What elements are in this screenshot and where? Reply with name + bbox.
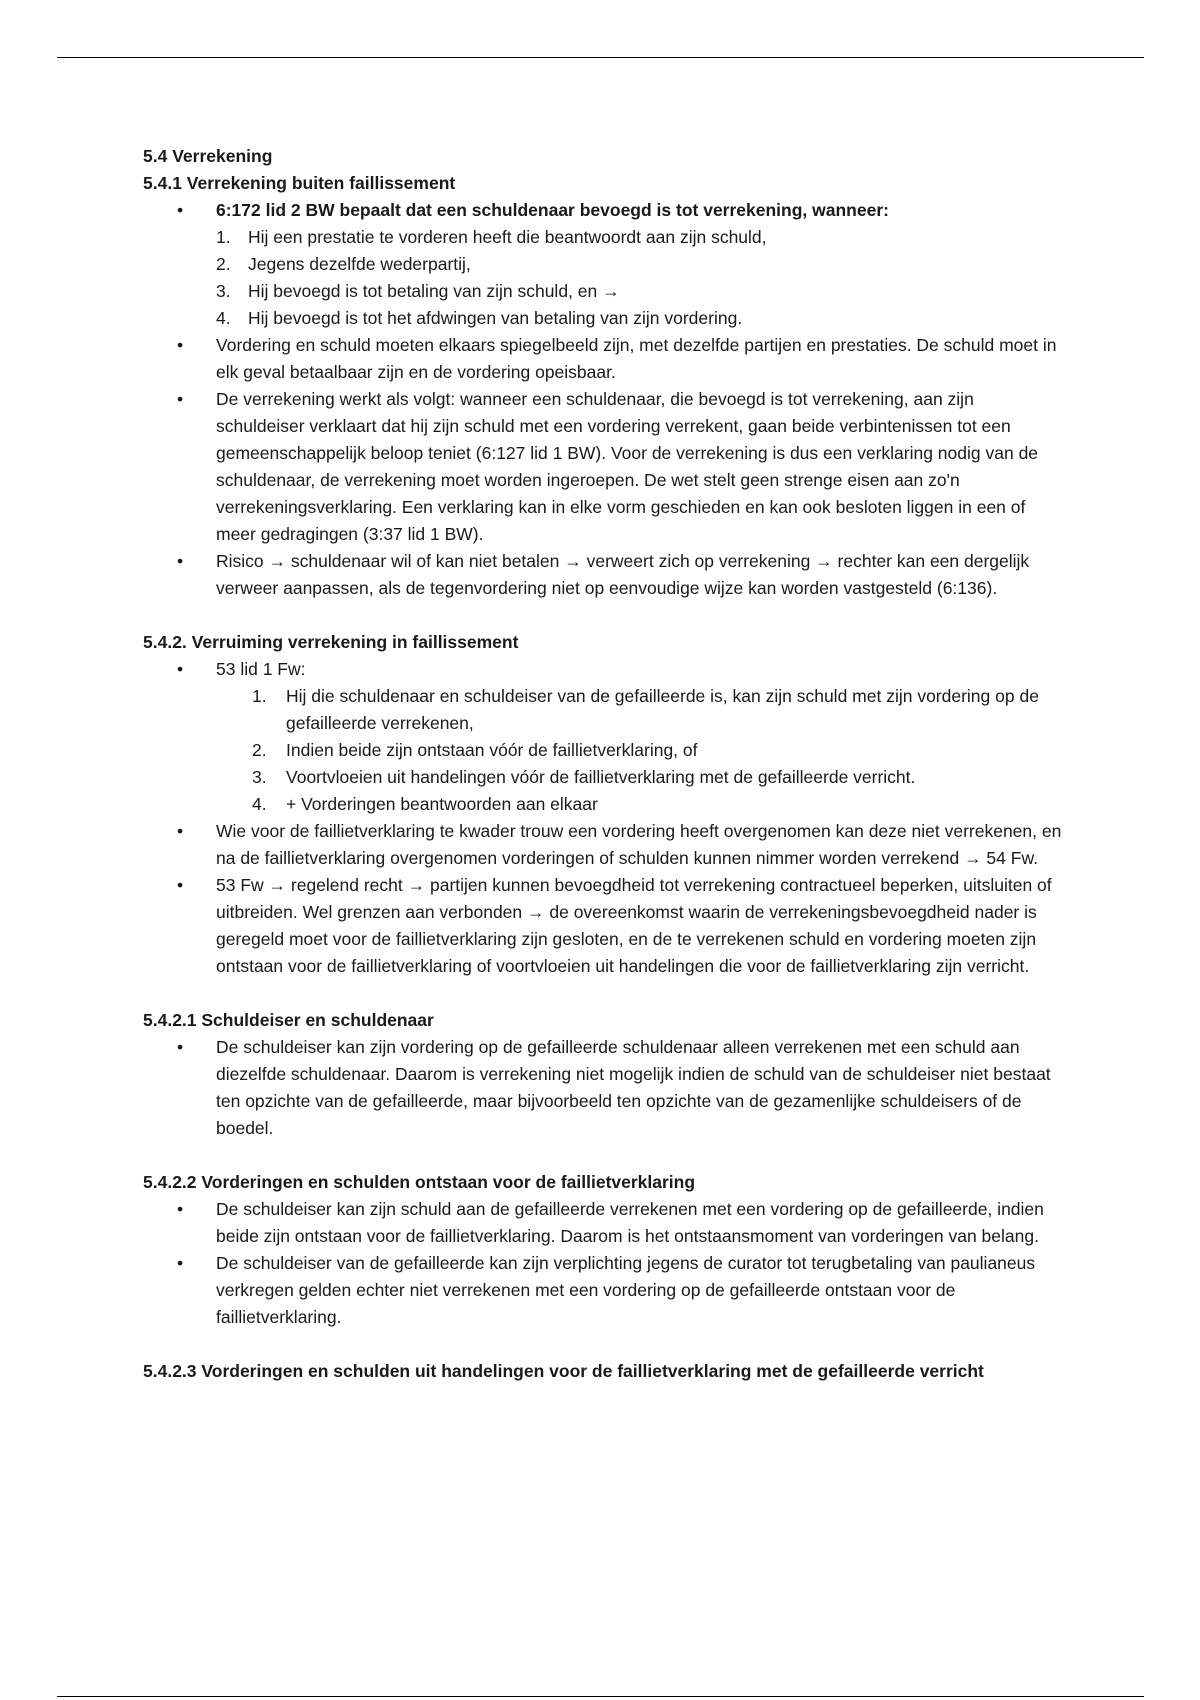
list-item: • De schuldeiser kan zijn vordering op de gefailleerde schuldenaar alleen verrekenen met een schuld aan diezelfde schuldenaar. Daarom is verrekening niet mogelijk indien de schuld van de schuldeiser niet bestaat ten opzichte van de gefailleerde, maar bijvoorbeeld ten opzichte van de gezamenlijke schuldeisers of de boedel. bbox=[143, 1034, 1063, 1142]
numbered-item: 4. Hij bevoegd is tot het afdwingen van betaling van zijn vordering. bbox=[216, 308, 743, 328]
numbered-list bbox=[216, 224, 1063, 332]
bullet-list-5-4-1 bbox=[143, 197, 1063, 602]
numbered-item: 2. Jegens dezelfde wederpartij, bbox=[216, 254, 471, 274]
list-item: • Wie voor de faillietverklaring te kwader trouw een vordering heeft overgenomen kan deze niet verrekenen, en na de faillietverklaring overgenomen vorderingen of schulden kunnen nimmer worden verrekend → 54 Fw. bbox=[143, 818, 1063, 872]
bullet-list-5-4-2-2 bbox=[143, 1196, 1063, 1331]
list-item bbox=[143, 197, 1063, 332]
heading-5-4-2: 5.4.2. Verruiming verrekening in faillissement bbox=[143, 632, 519, 652]
bullet-text: 6:172 lid 2 BW bepaalt dat een schuldenaar bevoegd is tot verrekening, wanneer: bbox=[216, 200, 889, 220]
numbered-list bbox=[216, 683, 1063, 818]
list-item: • Vordering en schuld moeten elkaars spiegelbeeld zijn, met dezelfde partijen en prestaties. De schuld moet in elk geval betaalbaar zijn en de vordering opeisbaar. bbox=[143, 332, 1063, 386]
bullet-list-5-4-2 bbox=[143, 656, 1063, 980]
list-item: • 53 Fw → regelend recht → partijen kunnen bevoegdheid tot verrekening contractueel beperken, uitsluiten of uitbreiden. Wel grenzen aan verbonden → de overeenkomst waarin de verrekeningsbevoegdheid nader is geregeld moet voor de faillietverklaring zijn gesloten, en de te verrekenen schuld en vordering moeten zijn ontstaan voor de faillietverklaring of voortvloeien uit handelingen die voor de faillietverklaring zijn verricht. bbox=[143, 872, 1063, 980]
numbered-item: 2. Indien beide zijn ontstaan vóór de faillietverklaring, of bbox=[252, 740, 698, 760]
list-item: • De verrekening werkt als volgt: wanneer een schuldenaar, die bevoegd is tot verrekening, aan zijn schuldeiser verklaart dat hij zijn schuld met een vordering verrekent, gaan beide verbintenissen tot een gemeenschappelijk beloop teniet (6:127 lid 1 BW). Voor de verrekening is dus een verklaring nodig van de schuldenaar, de verrekening moet worden ingeroepen. De wet stelt geen strenge eisen aan zo'n verrekeningsverklaring. Een verklaring kan in elke vorm geschieden en kan ook besloten liggen in een of meer gedragingen (3:37 lid 1 BW). bbox=[143, 386, 1063, 548]
numbered-item: 4. + Vorderingen beantwoorden aan elkaar bbox=[252, 794, 598, 814]
bullet-list-5-4-2-1 bbox=[143, 1034, 1063, 1142]
list-item bbox=[143, 656, 1063, 818]
numbered-item: 1. Hij een prestatie te vorderen heeft die beantwoordt aan zijn schuld, bbox=[216, 227, 767, 247]
numbered-item: 1. Hij die schuldenaar en schuldeiser van de gefailleerde is, kan zijn schuld met zijn vordering op de gefailleerde verrekenen, bbox=[252, 686, 1039, 733]
list-item: • De schuldeiser van de gefailleerde kan zijn verplichting jegens de curator tot terugbetaling van paulianeus verkregen gelden echter niet verrekenen met een vordering op de gefailleerde ontstaan voor de faillietverklaring. bbox=[143, 1250, 1063, 1331]
list-item: • De schuldeiser kan zijn schuld aan de gefailleerde verrekenen met een vordering op de gefailleerde, indien beide zijn ontstaan voor de faillietverklaring. Daarom is het ontstaansmoment van vorderingen van belang. bbox=[143, 1196, 1063, 1250]
bullet-text: 53 lid 1 Fw: bbox=[216, 659, 306, 679]
numbered-item: 3. Hij bevoegd is tot betaling van zijn schuld, en → bbox=[216, 281, 620, 301]
heading-5-4-2-2: 5.4.2.2 Vorderingen en schulden ontstaan voor de faillietverklaring bbox=[143, 1172, 696, 1192]
numbered-item: 3. Voortvloeien uit handelingen vóór de faillietverklaring met de gefailleerde verricht. bbox=[252, 767, 916, 787]
heading-5-4-2-1: 5.4.2.1 Schuldeiser en schuldenaar bbox=[143, 1010, 434, 1030]
header-rule bbox=[57, 57, 1144, 58]
heading-5-4: 5.4 Verrekening bbox=[143, 146, 273, 166]
heading-5-4-1: 5.4.1 Verrekening buiten faillissement bbox=[143, 173, 456, 193]
document-body bbox=[143, 143, 1063, 1385]
list-item: • Risico → schuldenaar wil of kan niet betalen → verweert zich op verrekening → rechter kan een dergelijk verweer aanpassen, als de tegenvordering niet op eenvoudige wijze kan worden vastgesteld (6:136). bbox=[143, 548, 1063, 602]
footer-rule bbox=[57, 1696, 1144, 1697]
heading-5-4-2-3: 5.4.2.3 Vorderingen en schulden uit handelingen voor de faillietverklaring met de gefailleerde verricht bbox=[143, 1361, 984, 1381]
